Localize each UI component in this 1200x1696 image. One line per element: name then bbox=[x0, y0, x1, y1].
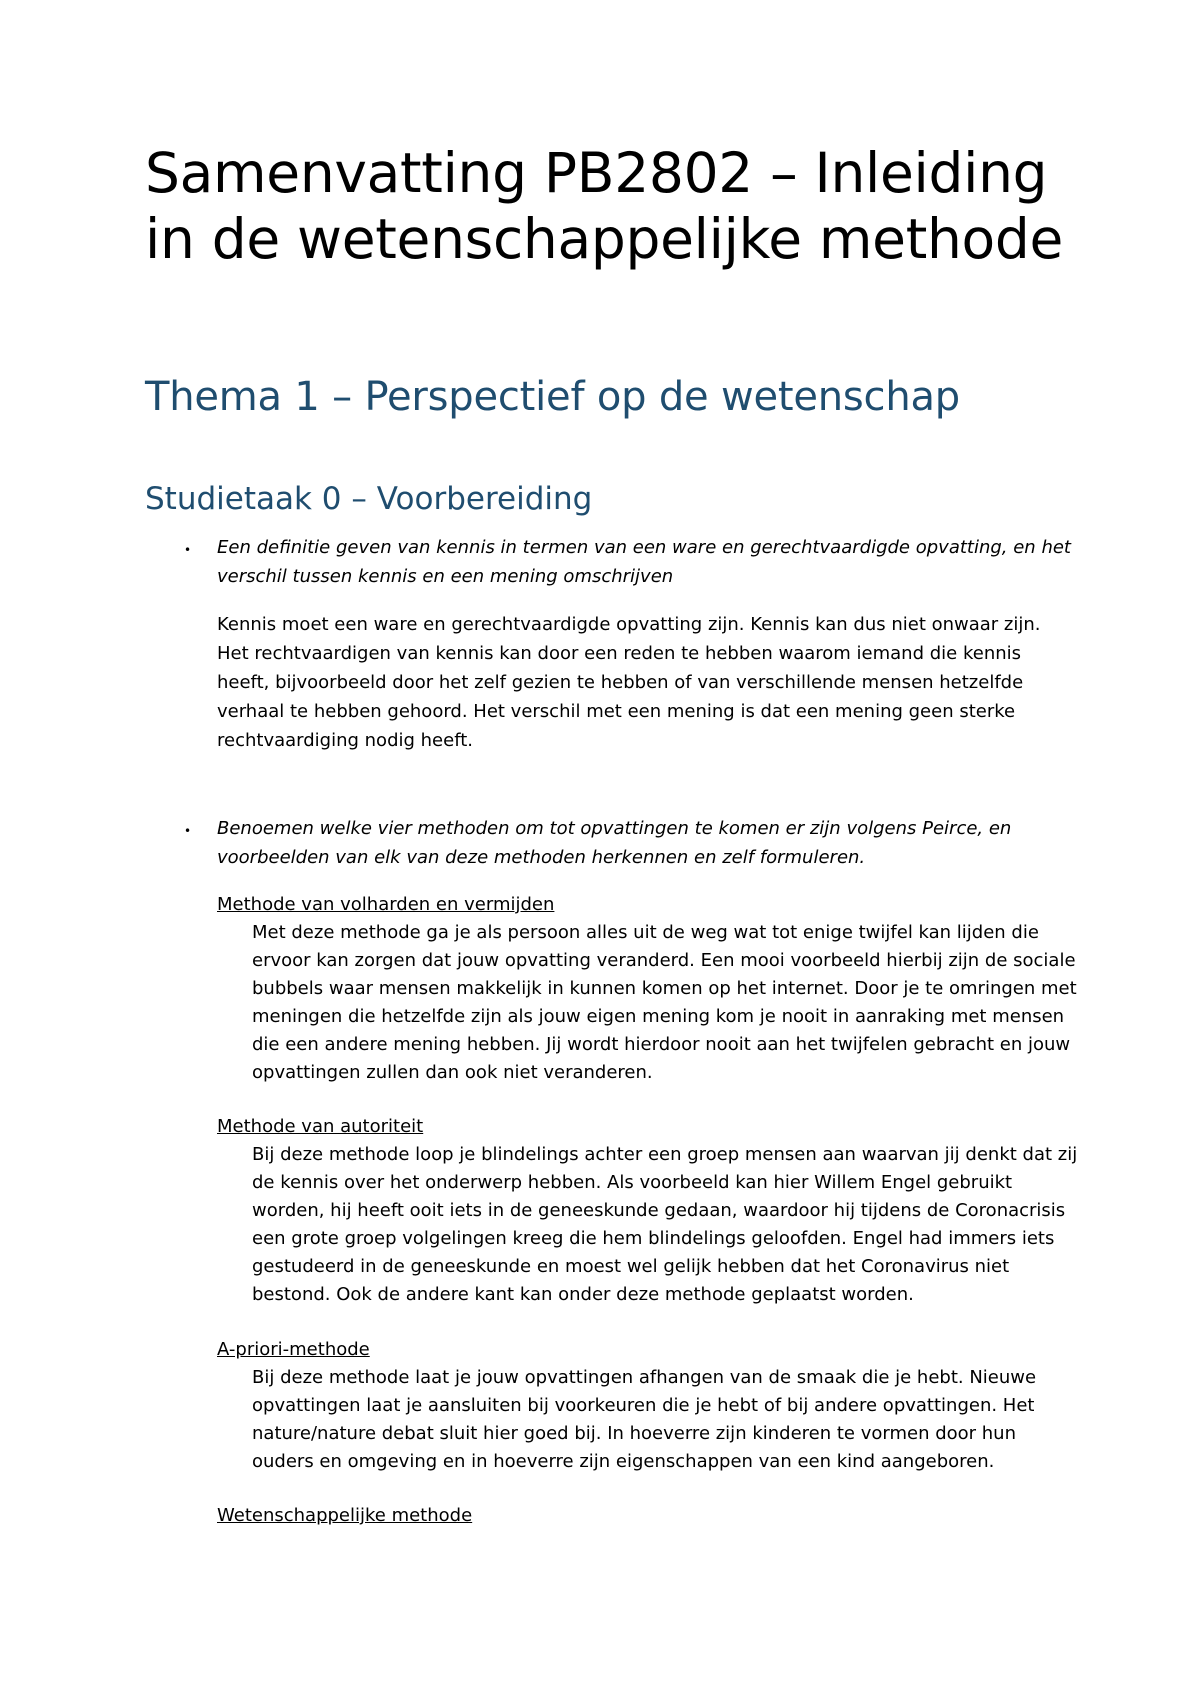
objective-question: Benoemen welke vier methoden om tot opvattingen te komen er zijn volgens Peirce, en voorbeelden van elk van deze methoden herkennen en zelf formuleren. bbox=[217, 818, 1012, 868]
document-title: Samenvatting PB2802 – Inleiding in de wetenschappelijke methode bbox=[145, 141, 1064, 271]
theme-heading: Thema 1 – Perspectief op de wetenschap bbox=[145, 374, 960, 420]
method-title: A-priori-methode bbox=[217, 1339, 370, 1360]
method-text: Met deze methode ga je als persoon alles uit de weg wat tot enige twijfel kan lijden die ervoor kan zorgen dat jouw opvatting veranderd. Een mooi voorbeeld hierbij zijn de sociale bubbels waar mensen makkelijk in kunnen komen op het internet. Door je te omringen met meningen die hetzelfde zijn als jouw eigen mening kom je nooit in aanraking met mensen die een andere mening hebben. Jij wordt hierdoor nooit aan het twijfelen gebracht en jouw opvattingen zullen dan ook niet veranderen. bbox=[252, 922, 1077, 1083]
method-title: Wetenschappelijke methode bbox=[217, 1505, 473, 1526]
method-title: Methode van volharden en vermijden bbox=[217, 894, 555, 915]
method-title: Methode van autoriteit bbox=[217, 1116, 424, 1137]
bullet-icon: • bbox=[184, 824, 192, 838]
objective-answer: Kennis moet een ware en gerechtvaardigde opvatting zijn. Kennis kan dus niet onwaar zijn. Het rechtvaardigen van kennis kan door een reden te hebben waarom iemand die kennis heeft, bijvoorbeeld door het zelf gezien te hebben of van verschillende mensen hetzelfde verhaal te hebben gehoord. Het verschil met een mening is dat een mening geen sterke rechtvaardiging nodig heeft. bbox=[217, 614, 1041, 751]
bullet-icon: • bbox=[184, 543, 192, 557]
method-text: Bij deze methode laat je jouw opvattingen afhangen van de smaak die je hebt. Nieuwe opvattingen laat je aansluiten bij voorkeuren die je hebt of bij andere opvattingen. Het nature/nature debat sluit hier goed bij. In hoeverre zijn kinderen te vormen door hun ouders en omgeving en in hoeverre zijn eigenschappen van een kind aangeboren. bbox=[252, 1367, 1037, 1472]
method-text: Bij deze methode loop je blindelings achter een groep mensen aan waarvan jij denkt dat zij de kennis over het onderwerp hebben. Als voorbeeld kan hier Willem Engel gebruikt worden, hij heeft ooit iets in de geneeskunde gedaan, waardoor hij tijdens de Coronacrisis een grote groep volgelingen kreeg die hem blindelings geloofden. Engel had immers iets gestudeerd in de geneeskunde en moest wel gelijk hebben dat het Coronavirus niet bestond. Ook de andere kant kan onder deze methode geplaatst worden. bbox=[252, 1144, 1078, 1305]
objective-question: Een definitie geven van kennis in termen van een ware en gerechtvaardigde opvatting, en het verschil tussen kennis en een mening omschrijven bbox=[217, 537, 1071, 587]
study-task-heading: Studietaak 0 – Voorbereiding bbox=[145, 481, 593, 517]
